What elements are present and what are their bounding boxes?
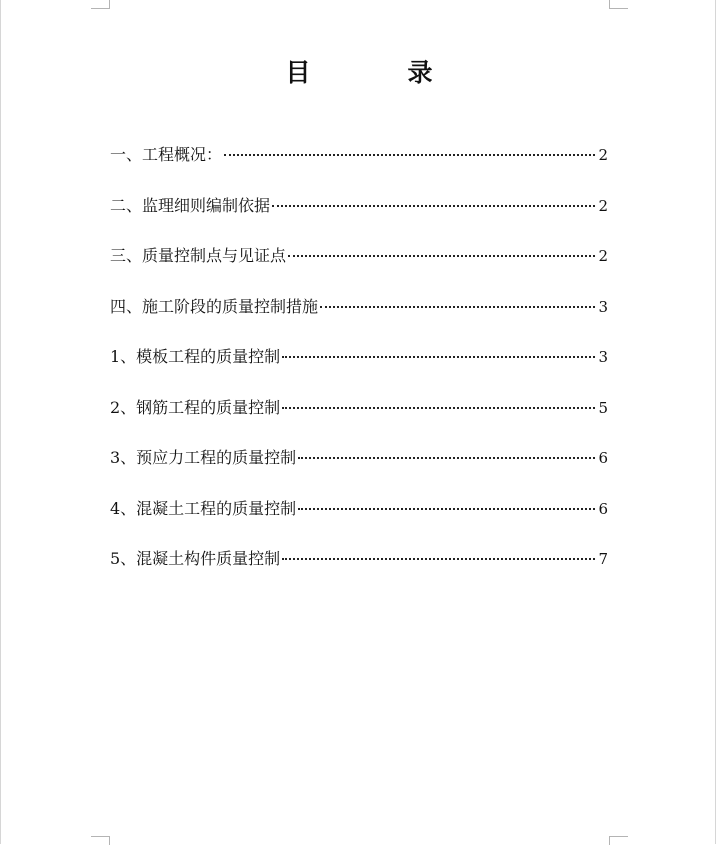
- toc-list: [110, 141, 608, 596]
- toc-dot-leader: [224, 154, 595, 156]
- toc-entry-page-number: 5: [598, 398, 608, 417]
- toc-dot-leader: [298, 508, 595, 510]
- toc-dot-leader: [282, 558, 595, 560]
- toc-entry-page-number: 6: [598, 499, 608, 518]
- toc-entry-text: 一、工程概况：: [110, 145, 223, 164]
- toc-entry-text: 2、钢筋工程的质量控制: [110, 397, 281, 417]
- toc-entry-page-number: 2: [598, 146, 608, 164]
- toc-title: 目 录: [285, 58, 469, 87]
- toc-entry-page-number: 3: [598, 348, 608, 366]
- toc-entry-page-number: 7: [598, 550, 608, 568]
- toc-dot-leader: [282, 356, 595, 358]
- toc-entry-9[interactable]: [110, 545, 608, 596]
- toc-entry-text: 4、混凝土工程的质量控制: [110, 498, 297, 518]
- toc-entry-6[interactable]: [110, 394, 608, 445]
- toc-entry-2[interactable]: [110, 192, 608, 243]
- toc-dot-leader: [288, 255, 595, 257]
- toc-entry-page-number: 6: [598, 449, 608, 467]
- toc-entry-1[interactable]: [110, 141, 608, 192]
- toc-entry-7[interactable]: [110, 444, 608, 495]
- toc-entry-text: 3、预应力工程的质量控制: [110, 448, 297, 467]
- toc-entry-page-number: 2: [598, 247, 608, 265]
- toc-entry-text: 1、模板工程的质量控制: [110, 347, 281, 366]
- toc-entry-page-number: 2: [598, 196, 608, 215]
- toc-dot-leader: [282, 407, 595, 409]
- margin-corner-mark-top-right: [609, 0, 628, 9]
- margin-corner-mark-top-left: [91, 0, 110, 9]
- toc-entry-text: 三、质量控制点与见证点: [110, 246, 287, 265]
- toc-entry-text: 二、监理细则编制依据: [110, 195, 271, 215]
- toc-dot-leader: [272, 205, 595, 207]
- toc-dot-leader: [298, 457, 595, 459]
- toc-entry-3[interactable]: [110, 242, 608, 293]
- toc-entry-text: 5、混凝土构件质量控制: [110, 549, 281, 568]
- toc-entry-text: 四、施工阶段的质量控制措施: [110, 296, 319, 316]
- toc-entry-4[interactable]: [110, 293, 608, 344]
- toc-entry-8[interactable]: [110, 495, 608, 546]
- margin-corner-mark-bottom-right: [609, 836, 628, 845]
- toc-dot-leader: [320, 306, 595, 308]
- margin-corner-mark-bottom-left: [91, 836, 110, 845]
- toc-entry-5[interactable]: [110, 343, 608, 394]
- toc-entry-page-number: 3: [598, 297, 608, 316]
